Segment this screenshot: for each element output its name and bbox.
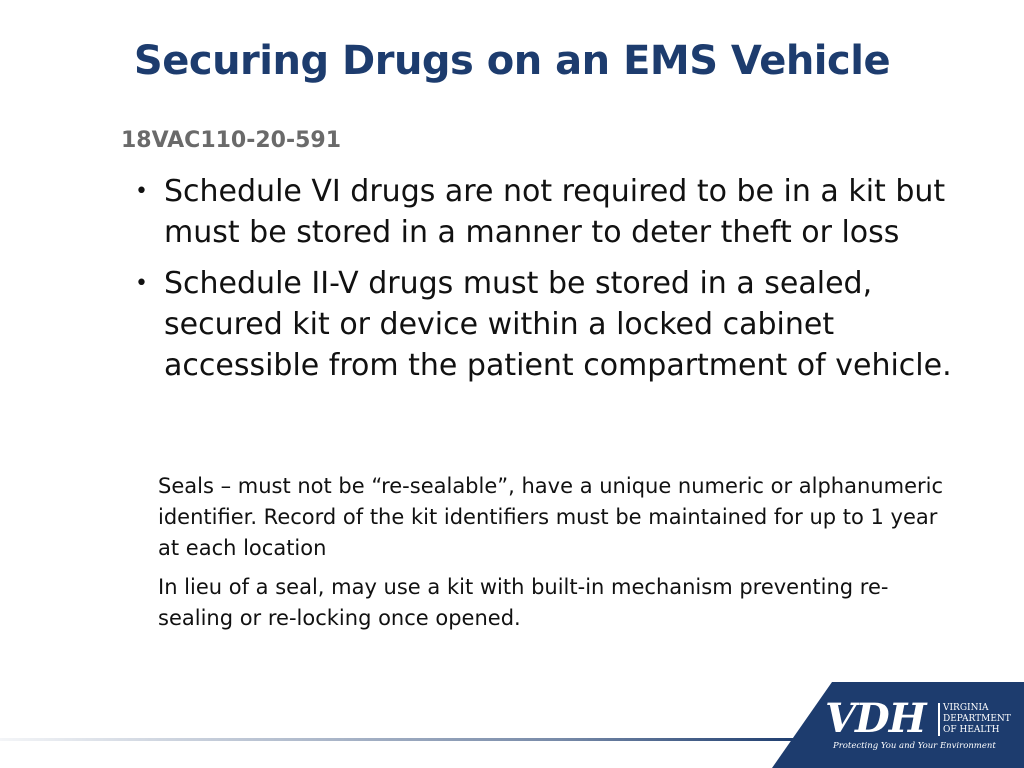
logo-tagline: Protecting You and Your Environment — [833, 741, 996, 751]
bullet-icon: • — [135, 179, 148, 204]
bullet-item — [135, 171, 955, 253]
sub-note: In lieu of a seal, may use a kit with built-in mechanism preventing re-sealing or re-locking once opened. — [158, 575, 889, 630]
logo-line: VIRGINIA — [943, 703, 989, 713]
logo-line: OF HEALTH — [943, 725, 1000, 735]
logo-abbreviation: VDH — [825, 695, 926, 742]
sub-notes — [158, 471, 958, 642]
regulation-code: 18VAC110-20-591 — [121, 128, 342, 153]
vdh-logo — [825, 697, 1015, 757]
footer-divider — [0, 738, 800, 741]
slide-title: Securing Drugs on an EMS Vehicle — [133, 38, 891, 84]
bullet-item — [135, 263, 955, 386]
bullet-text: Schedule II-V drugs must be stored in a sealed, secured kit or device within a locked cabinet accessible from the patient compartment of vehicle. — [164, 266, 952, 383]
bullet-text: Schedule VI drugs are not required to be in a kit but must be stored in a manner to deter theft or loss — [164, 174, 946, 250]
bullet-list — [135, 171, 955, 396]
logo-line: DEPARTMENT — [943, 714, 1011, 724]
bullet-icon: • — [135, 271, 148, 296]
sub-note: Seals – must not be “re-sealable”, have a unique numeric or alphanumeric identifier. Record of the kit identifiers must be maintained for up to 1 year at each location — [158, 474, 943, 560]
logo-org-name — [938, 703, 1011, 736]
